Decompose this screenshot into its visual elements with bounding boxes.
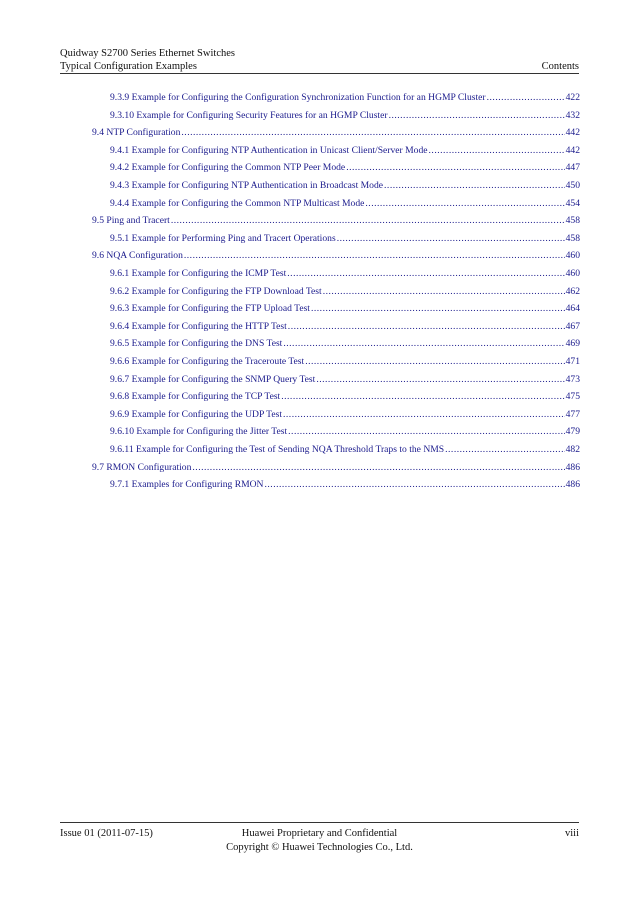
toc-entry[interactable] (92, 214, 580, 227)
toc-entry-page: 479 (565, 426, 580, 438)
toc-entry-title: 9.3.9 Example for Configuring the Configuration Synchronization Function for an HGMP Cluster (110, 92, 486, 103)
header-section: Contents (541, 61, 579, 72)
toc-entry-page: 486 (565, 461, 580, 473)
toc-dot-leader (281, 390, 564, 403)
toc-entry-title: 9.4.4 Example for Configuring the Common NTP Multicast Mode (110, 197, 365, 209)
toc-dot-leader (184, 249, 565, 262)
toc-entry-page: 458 (565, 232, 580, 244)
toc-entry-page: 450 (565, 180, 580, 191)
toc-entry-title: 9.4.2 Example for Configuring the Common NTP Peer Mode (110, 162, 346, 174)
toc-entry-title: 9.6.4 Example for Configuring the HTTP Test (110, 320, 287, 332)
toc-entry-page: 482 (565, 444, 580, 455)
page-header (60, 47, 579, 73)
toc-entry-title: 9.5 Ping and Tracert (92, 215, 170, 227)
toc-entry-title: 9.6.10 Example for Configuring the Jitter Test (110, 426, 288, 438)
toc-entry-title: 9.7.1 Examples for Configuring RMON (110, 479, 264, 491)
toc-entry-title: 9.6.3 Example for Configuring the FTP Upload Test (110, 303, 310, 315)
toc-dot-leader (389, 109, 565, 122)
toc-entry-title: 9.6.9 Example for Configuring the UDP Test (110, 408, 282, 420)
toc-entry[interactable] (110, 478, 580, 491)
toc-entry-title: 9.6.1 Example for Configuring the ICMP Test (110, 268, 287, 279)
toc-entry[interactable] (110, 285, 580, 298)
toc-entry[interactable] (110, 232, 580, 245)
toc-entry-page: 477 (565, 408, 580, 420)
toc-dot-leader (305, 355, 564, 368)
toc-entry-page: 462 (565, 285, 580, 297)
toc-entry-page: 467 (565, 320, 580, 332)
toc-entry[interactable] (110, 144, 580, 157)
toc-dot-leader (288, 425, 564, 438)
header-rule (60, 73, 579, 74)
toc-entry-title: 9.6.2 Example for Configuring the FTP Download Test (110, 285, 322, 297)
toc-dot-leader (287, 267, 564, 280)
footer-page-number: viii (564, 828, 579, 839)
toc-entry[interactable] (92, 461, 580, 474)
toc-dot-leader (181, 126, 564, 139)
toc-entry-page: 473 (565, 373, 580, 385)
toc-entry-title: 9.6.8 Example for Configuring the TCP Test (110, 391, 281, 403)
toc-entry-title: 9.4.1 Example for Configuring NTP Authentication in Unicast Client/Server Mode (110, 144, 428, 156)
toc-entry-page: 469 (565, 338, 580, 350)
toc-dot-leader (487, 91, 565, 104)
header-doc-title: Typical Configuration Examples (60, 61, 197, 72)
toc-entry[interactable] (110, 408, 580, 421)
toc-entry[interactable] (110, 179, 580, 192)
toc-entry-page: 475 (565, 391, 580, 403)
toc-entry-page: 447 (565, 162, 580, 174)
toc-entry-page: 471 (565, 356, 580, 367)
toc-entry[interactable] (110, 91, 580, 104)
toc-entry-title: 9.6.6 Example for Configuring the Traceroute Test (110, 356, 305, 367)
toc-dot-leader (365, 197, 564, 210)
toc-entry-title: 9.6.11 Example for Configuring the Test of Sending NQA Threshold Traps to the NMS (110, 444, 445, 455)
toc-entry-title: 9.4 NTP Configuration (92, 127, 181, 139)
toc-entry[interactable] (110, 320, 580, 333)
toc-entry-page: 422 (565, 92, 580, 103)
toc-entry-title: 9.4.3 Example for Configuring NTP Authentication in Broadcast Mode (110, 180, 384, 191)
toc-entry[interactable] (110, 425, 580, 438)
toc-dot-leader (311, 302, 565, 315)
toc-entry[interactable] (92, 249, 580, 262)
toc-entry[interactable] (110, 109, 580, 122)
toc-entry[interactable] (110, 197, 580, 210)
toc-entry[interactable] (92, 126, 580, 139)
toc-dot-leader (346, 161, 564, 174)
toc-dot-leader (337, 232, 565, 245)
toc-entry[interactable] (110, 390, 580, 403)
toc-entry-title: 9.6 NQA Configuration (92, 250, 183, 262)
toc-dot-leader (316, 373, 564, 386)
toc-entry-page: 442 (565, 144, 580, 156)
toc-entry-title: 9.5.1 Example for Performing Ping and Tracert Operations (110, 232, 336, 244)
toc-entry-page: 442 (565, 127, 580, 139)
footer-issue: Issue 01 (2011-07-15) (60, 828, 153, 839)
toc-entry-page: 460 (565, 250, 580, 262)
footer-confidential: Huawei Proprietary and Confidential (241, 828, 398, 839)
toc-dot-leader (429, 144, 565, 157)
toc-entry[interactable] (110, 355, 580, 368)
toc-entry-page: 454 (565, 197, 580, 209)
toc-dot-leader (171, 214, 565, 227)
toc-dot-leader (192, 461, 564, 474)
toc-dot-leader (283, 337, 564, 350)
toc-entry-title: 9.6.7 Example for Configuring the SNMP Query Test (110, 373, 316, 385)
toc-entry[interactable] (110, 267, 580, 280)
toc-entry[interactable] (110, 337, 580, 350)
toc-entry-page: 432 (565, 109, 580, 121)
toc-entry[interactable] (110, 302, 580, 315)
toc-entry-title: 9.3.10 Example for Configuring Security Features for an HGMP Cluster (110, 109, 388, 121)
toc-entry[interactable] (110, 161, 580, 174)
toc-entry-title: 9.6.5 Example for Configuring the DNS Test (110, 338, 283, 350)
toc-dot-leader (445, 443, 564, 456)
footer-copyright: Copyright © Huawei Technologies Co., Ltd. (226, 842, 413, 853)
toc-dot-leader (288, 320, 565, 333)
toc-dot-leader (265, 478, 565, 491)
toc-entry-page: 486 (565, 479, 580, 491)
toc-dot-leader (384, 179, 565, 192)
toc-entry-page: 464 (565, 303, 580, 315)
toc-entry-page: 460 (565, 268, 580, 279)
toc-entry-title: 9.7 RMON Configuration (92, 461, 192, 473)
footer-rule (60, 822, 579, 823)
toc-entry[interactable] (110, 443, 580, 456)
toc-entry[interactable] (110, 373, 580, 386)
header-product: Quidway S2700 Series Ethernet Switches (60, 48, 235, 59)
toc-dot-leader (283, 408, 565, 421)
toc-entry-page: 458 (565, 215, 580, 227)
toc-dot-leader (323, 285, 565, 298)
